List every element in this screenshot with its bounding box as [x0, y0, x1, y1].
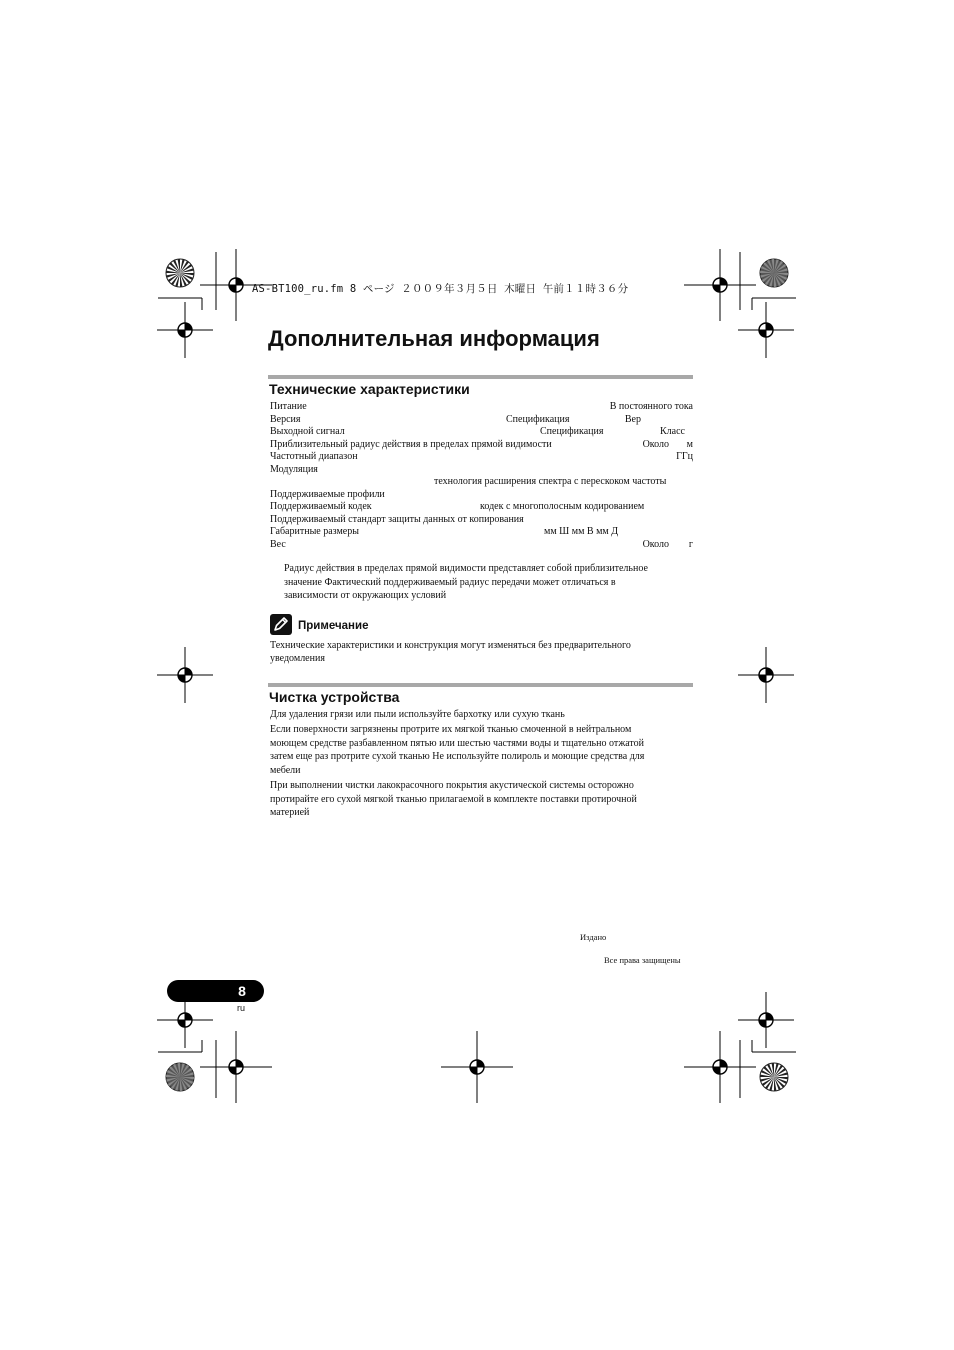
spec-right-value: Вер — [624, 413, 641, 425]
spec-row — [270, 538, 693, 551]
cleaning-para-3-line-2: протирайте его сухой мягкой тканью прилагаемой в комплекте поставки протирочной — [270, 794, 637, 805]
spec-footnote-line: значение Фактический поддерживаемый радиус передачи может отличаться в — [284, 576, 616, 588]
spec-label: Вес — [270, 538, 286, 550]
spec-label: Габаритные размеры — [270, 526, 359, 537]
spec-mid-value: мм Ш мм В мм Д — [544, 526, 619, 537]
cleaning-heading: Чистка устройства — [269, 689, 400, 705]
spec-row — [270, 400, 693, 413]
spec-row — [270, 488, 693, 501]
cleaning-para-1: Для удаления грязи или пыли используйте бархотку или сухую ткань — [270, 709, 565, 720]
spec-row — [270, 475, 693, 488]
note-line-2: уведомления — [270, 653, 325, 664]
cleaning-para-2-line-4: мебели — [270, 765, 301, 776]
note-line-1: Технические характеристики и конструкция могут изменяться без предварительного — [270, 640, 631, 651]
spec-mid-value: Спецификация — [506, 413, 570, 425]
spec-mid-value: Около — [642, 538, 669, 550]
spec-row — [270, 413, 693, 426]
spec-row — [270, 450, 693, 463]
pencil-note-icon — [270, 614, 292, 635]
print-header: AS-BT100_ru.fm 8 ページ ２００９年３月５日 木曜日 午前１１時３６分 — [252, 283, 629, 295]
registration-crosshair-icon — [157, 302, 213, 358]
registration-crosshair-icon — [441, 1031, 513, 1103]
spec-label: Питание — [270, 401, 307, 412]
spec-right-value: м — [686, 438, 693, 450]
spec-label: Приблизительный радиус действия в пределах прямой видимости — [270, 438, 552, 450]
note-label: Примечание — [298, 620, 369, 632]
spec-label: Поддерживаемые профили — [270, 488, 385, 500]
section-divider-cleaning — [268, 683, 693, 687]
registration-crosshair-icon — [684, 249, 756, 321]
spec-label: Модуляция — [270, 463, 318, 475]
spec-mid-value: технология расширения спектра с перескоком частоты — [434, 476, 667, 487]
cleaning-para-3-line-1: При выполнении чистки лакокрасочного покрытия акустической системы осторожно — [270, 780, 634, 791]
registration-crosshair-icon — [738, 302, 794, 358]
spec-label: Выходной сигнал — [270, 426, 345, 437]
spec-footnote-line: Радиус действия в пределах прямой видимости представляет собой приблизительное — [284, 563, 648, 574]
published-text: Издано — [580, 932, 607, 942]
starburst-color-bar-icon — [760, 1063, 788, 1091]
cleaning-para-2-line-1: Если поверхности загрязнены протрите их мягкой тканью смоченной в нейтральном — [270, 724, 632, 735]
spec-label: Поддерживаемый стандарт защиты данных от копирования — [270, 513, 524, 525]
spec-mid-value: Спецификация — [540, 426, 604, 437]
rights-text: Все права защищены — [604, 955, 681, 965]
spec-row — [270, 513, 693, 526]
spec-footnote-line: зависимости от окружающих условий — [284, 590, 447, 601]
spec-mid-value: кодек с многополосным кодированием — [480, 501, 645, 512]
registration-crosshair-icon — [738, 992, 794, 1048]
spec-row — [270, 500, 693, 513]
spec-row — [270, 525, 693, 538]
spec-row — [270, 463, 693, 476]
registration-crosshair-icon — [738, 647, 794, 703]
spec-label: Поддерживаемый кодек — [270, 501, 372, 512]
spec-right-value: г — [688, 538, 693, 550]
page-number: 8 — [238, 983, 246, 999]
starburst-color-bar-icon — [166, 259, 194, 287]
spec-right-value: Класс — [660, 426, 685, 437]
starburst-color-bar-icon — [760, 259, 788, 287]
cleaning-para-2-line-2: моющем средстве разбавленном пятью или шестью частями воды и тщательно отжатой — [270, 738, 645, 749]
page-title: Дополнительная информация — [268, 326, 600, 351]
section-divider-specs — [268, 375, 693, 379]
starburst-color-bar-icon — [166, 1063, 194, 1091]
specs-heading: Технические характеристики — [269, 381, 470, 397]
spec-row — [270, 438, 693, 451]
cleaning-para-3-line-3: материей — [270, 807, 310, 818]
registration-crosshair-icon — [200, 1031, 272, 1103]
registration-crosshair-icon — [157, 647, 213, 703]
spec-row — [270, 425, 693, 438]
language-code: ru — [237, 1003, 246, 1013]
spec-label: Частотный диапазон — [270, 451, 358, 462]
registration-crosshair-icon — [684, 1031, 756, 1103]
spec-right-value: В постоянного тока — [609, 401, 693, 412]
spec-mid-value: Около — [642, 438, 669, 450]
spec-label: Версия — [270, 413, 301, 425]
cleaning-para-2-line-3: затем еще раз протрите сухой тканью Не используйте полироль и моющие средства для — [270, 751, 645, 762]
spec-right-value: ГГц — [676, 451, 693, 462]
